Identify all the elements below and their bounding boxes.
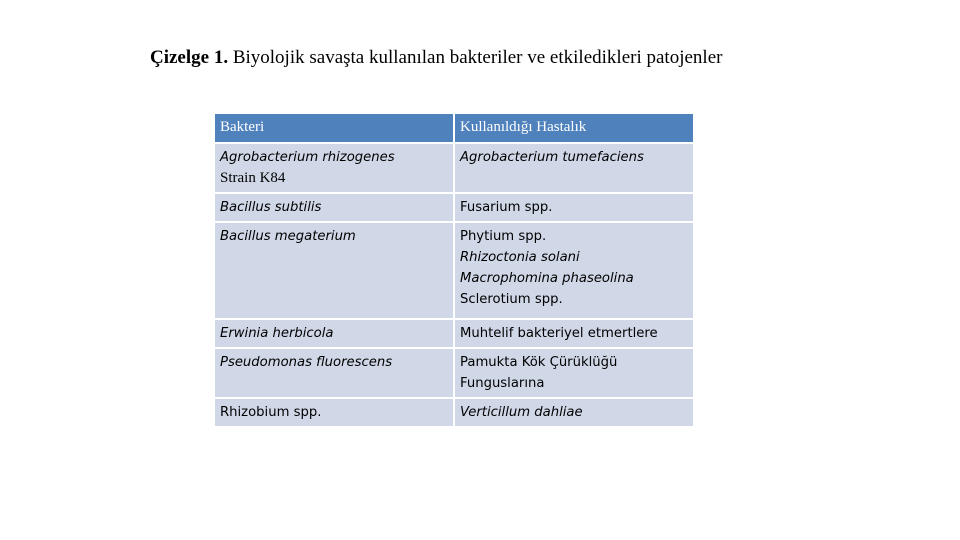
bacterium-name: Bacillus subtilis <box>220 200 322 215</box>
bacterium-name: Erwinia herbicola <box>220 326 334 341</box>
bacteria-table <box>213 112 695 428</box>
disease-line: Verticillum dahliae <box>460 405 583 420</box>
disease-line: Fusarium spp. <box>460 200 553 215</box>
header-disease: Kullanıldığı Hastalık <box>454 113 694 143</box>
cell-disease <box>454 319 694 348</box>
table-row <box>214 193 694 222</box>
bacterium-name: Rhizobium spp. <box>220 405 322 420</box>
table-row <box>214 222 694 319</box>
cell-disease <box>454 222 694 319</box>
cell-disease <box>454 143 694 193</box>
table-row <box>214 319 694 348</box>
cell-disease <box>454 348 694 398</box>
table-row <box>214 143 694 193</box>
disease-line: Agrobacterium tumefaciens <box>460 150 644 165</box>
disease-line: Rhizoctonia solani <box>460 250 580 265</box>
table-row <box>214 398 694 427</box>
cell-bacterium <box>214 143 454 193</box>
bacterium-strain: Strain K84 <box>220 170 286 186</box>
caption-label: Çizelge 1. <box>150 47 229 68</box>
cell-disease <box>454 193 694 222</box>
bacterium-name: Pseudomonas fluorescens <box>220 355 393 370</box>
table-row <box>214 348 694 398</box>
disease-line: Macrophomina phaseolina <box>460 271 634 286</box>
cell-disease <box>454 398 694 427</box>
cell-bacterium <box>214 193 454 222</box>
disease-line: Muhtelif bakteriyel etmertlere <box>460 326 658 341</box>
caption-text: Biyolojik savaşta kullanılan bakteriler ve etkiledikleri patojenler <box>232 47 723 68</box>
cell-bacterium <box>214 348 454 398</box>
table-header-row <box>214 113 694 143</box>
disease-line: Sclerotium spp. <box>460 292 563 307</box>
disease-line: Funguslarına <box>460 376 545 391</box>
disease-line: Phytium spp. <box>460 229 547 244</box>
table-caption <box>150 46 798 70</box>
header-bacterium: Bakteri <box>214 113 454 143</box>
cell-bacterium <box>214 222 454 319</box>
cell-bacterium <box>214 319 454 348</box>
disease-line: Pamukta Kök Çürüklüğü <box>460 355 618 370</box>
bacterium-name: Bacillus megaterium <box>220 229 356 244</box>
cell-bacterium <box>214 398 454 427</box>
bacterium-name: Agrobacterium rhizogenes <box>220 150 395 165</box>
